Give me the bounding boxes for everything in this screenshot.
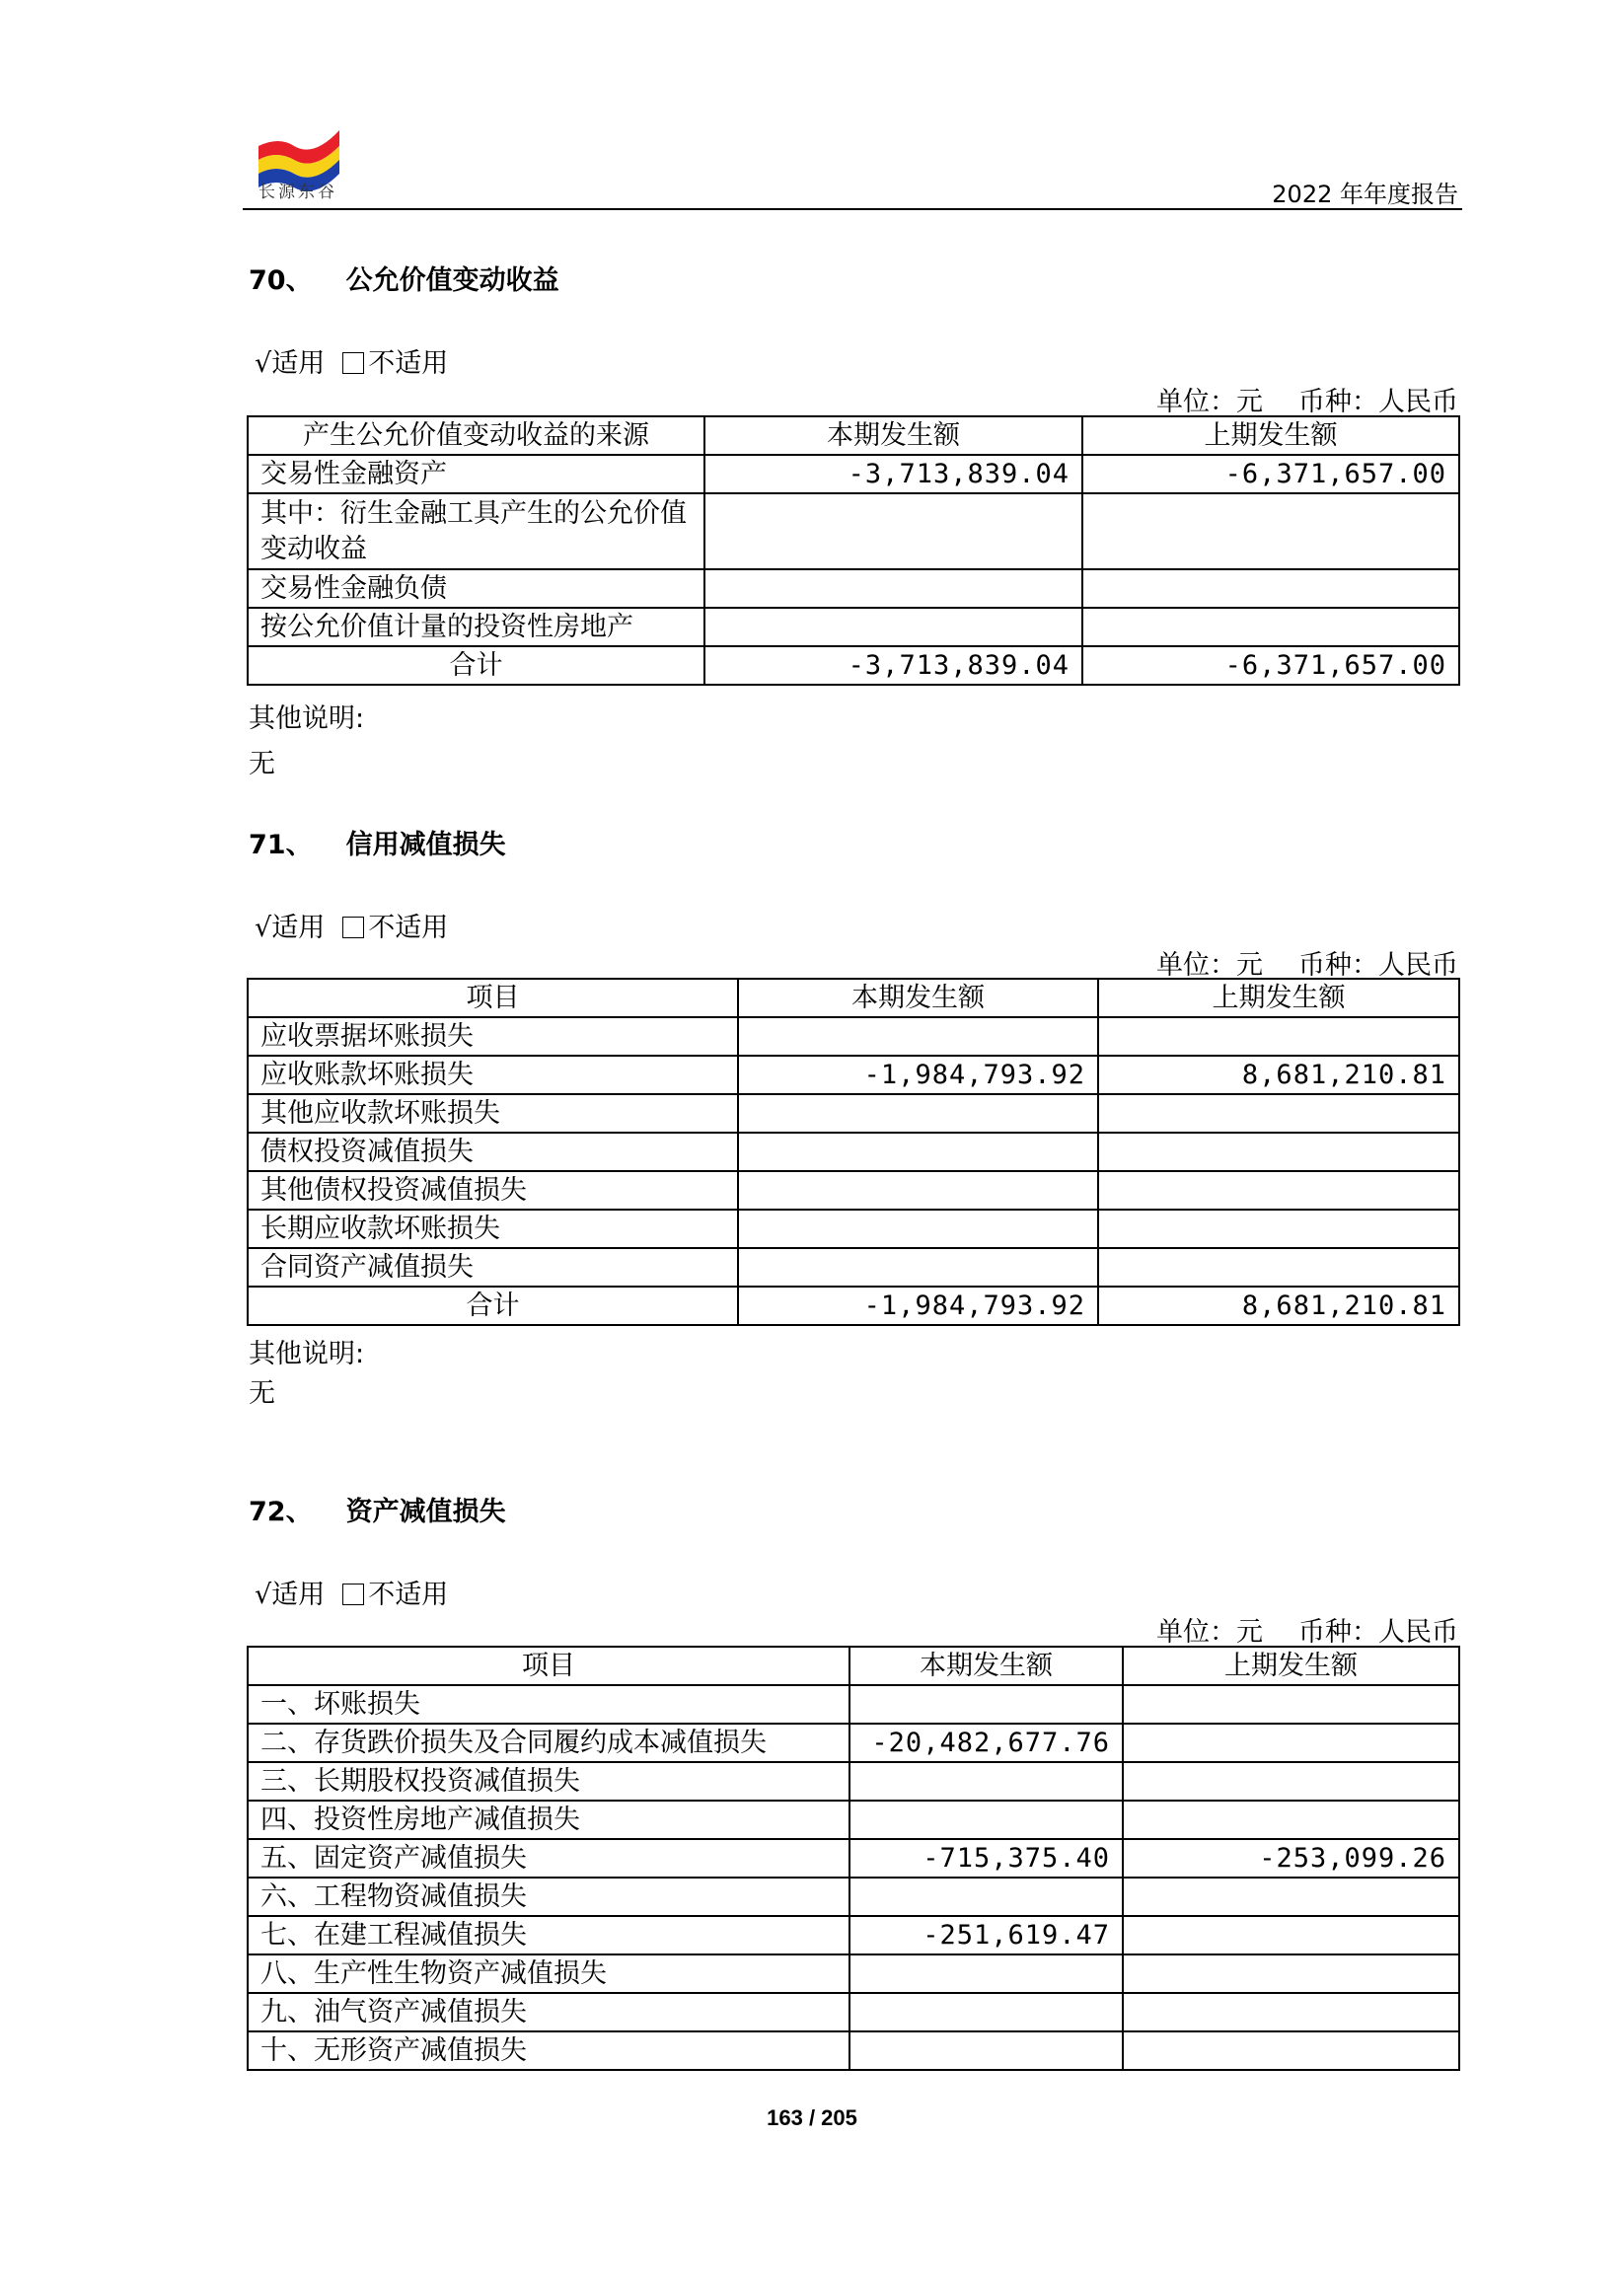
row-label: 五、固定资产减值损失 [248,1839,849,1878]
row-label: 债权投资减值损失 [248,1133,738,1171]
prior-period-value: 8,681,210.81 [1098,1056,1459,1094]
current-period-value [738,1171,1098,1210]
total-row [248,1287,1459,1325]
current-period-value: -20,482,677.76 [849,1724,1123,1762]
credit-impairment-table [247,978,1460,1326]
other-notes-value: 无 [249,1378,275,1409]
table-row [248,1916,1459,1954]
prior-period-value [1123,1916,1459,1954]
row-label: 合同资产减值损失 [248,1248,738,1287]
prior-period-value [1123,1954,1459,1993]
asset-impairment-table [247,1646,1460,2071]
table-row [248,1878,1459,1916]
current-period-value [849,1685,1123,1724]
applicable-label: √适用 [255,1580,326,1610]
row-label: 四、投资性房地产减值损失 [248,1801,849,1839]
header-divider [243,208,1462,210]
prior-period-value [1123,1724,1459,1762]
current-period-value [704,608,1082,646]
column-header: 上期发生额 [1082,416,1459,455]
current-period-value [738,1133,1098,1171]
current-period-value: -1,984,793.92 [738,1056,1098,1094]
applicability-indicator [255,906,448,944]
prior-period-value [1123,1801,1459,1839]
prior-period-value: 8,681,210.81 [1098,1287,1459,1325]
not-applicable-label: 不适用 [368,1580,449,1610]
prior-period-value [1082,608,1459,646]
column-header: 本期发生额 [849,1647,1123,1685]
other-notes-value: 无 [249,749,275,779]
not-applicable-label: 不适用 [368,913,449,943]
prior-period-value [1098,1017,1459,1056]
row-label: 其中：衍生金融工具产生的公允价值变动收益 [248,493,704,569]
section-number: 72、 [249,1497,313,1527]
section-title: 信用减值损失 [345,830,506,860]
row-label: 九、油气资产减值损失 [248,1993,849,2031]
prior-period-value [1123,2031,1459,2070]
currency-label: 币种：人民币 [1298,1617,1458,1648]
prior-period-value [1123,1878,1459,1916]
row-label: 长期应收款坏账损失 [248,1210,738,1248]
table-header-row [248,979,1459,1017]
prior-period-value [1123,1762,1459,1801]
other-notes-label: 其他说明: [249,1339,365,1369]
prior-period-value [1082,569,1459,608]
row-label: 交易性金融资产 [248,455,704,493]
current-period-value [704,493,1082,569]
current-period-value [738,1017,1098,1056]
prior-period-value: -253,099.26 [1123,1839,1459,1878]
row-label: 六、工程物资减值损失 [248,1878,849,1916]
prior-period-value: -6,371,657.00 [1082,455,1459,493]
section-number: 70、 [249,265,313,296]
table-row [248,1210,1459,1248]
row-label: 合计 [248,1287,738,1325]
column-header: 产生公允价值变动收益的来源 [248,416,704,455]
prior-period-value [1082,493,1459,569]
current-period-value [849,2031,1123,2070]
unit-currency-line [1156,1610,1458,1649]
currency-label: 币种：人民币 [1298,387,1458,417]
table-row [248,455,1459,493]
prior-period-value [1098,1248,1459,1287]
row-label: 二、存货跌价损失及合同履约成本减值损失 [248,1724,849,1762]
current-period-value: -251,619.47 [849,1916,1123,1954]
table-row [248,1056,1459,1094]
row-label: 交易性金融负债 [248,569,704,608]
table-row [248,1839,1459,1878]
table-row [248,1017,1459,1056]
unit-label: 单位：元 [1156,387,1263,417]
checkbox-icon [342,1584,364,1605]
section-70-heading [249,258,559,297]
table-row [248,1762,1459,1801]
current-period-value [738,1210,1098,1248]
column-header: 项目 [248,1647,849,1685]
section-number: 71、 [249,830,313,860]
total-row [248,646,1459,685]
section-72-heading [249,1490,506,1528]
table-row [248,1248,1459,1287]
unit-label: 单位：元 [1156,950,1263,981]
column-header: 上期发生额 [1123,1647,1459,1685]
prior-period-value [1123,1685,1459,1724]
table-row [248,1993,1459,2031]
current-period-value: -1,984,793.92 [738,1287,1098,1325]
other-notes-label: 其他说明: [249,703,365,734]
unit-label: 单位：元 [1156,1617,1263,1648]
row-label: 其他债权投资减值损失 [248,1171,738,1210]
checkbox-icon [342,917,364,938]
table-row [248,1954,1459,1993]
column-header: 上期发生额 [1098,979,1459,1017]
checkbox-icon [342,352,364,374]
section-71-heading [249,823,506,861]
page-number: 163 / 205 [767,2105,857,2130]
current-period-value: -3,713,839.04 [704,646,1082,685]
table-row [248,493,1459,569]
current-period-value [849,1878,1123,1916]
applicable-label: √适用 [255,348,326,379]
prior-period-value [1098,1094,1459,1133]
column-header: 本期发生额 [704,416,1082,455]
current-period-value [849,1954,1123,1993]
table-header-row [248,416,1459,455]
row-label: 应收票据坏账损失 [248,1017,738,1056]
table-row [248,608,1459,646]
column-header: 项目 [248,979,738,1017]
table-row [248,2031,1459,2070]
applicability-indicator [255,341,448,380]
current-period-value [738,1248,1098,1287]
prior-period-value [1123,1993,1459,2031]
row-label: 应收账款坏账损失 [248,1056,738,1094]
prior-period-value: -6,371,657.00 [1082,646,1459,685]
table-header-row [248,1647,1459,1685]
table-row [248,1801,1459,1839]
row-label: 合计 [248,646,704,685]
current-period-value: -3,713,839.04 [704,455,1082,493]
row-label: 一、坏账损失 [248,1685,849,1724]
section-title: 资产减值损失 [345,1497,506,1527]
unit-currency-line [1156,380,1458,418]
applicable-label: √适用 [255,913,326,943]
current-period-value [849,1993,1123,2031]
row-label: 十、无形资产减值损失 [248,2031,849,2070]
table-row [248,569,1459,608]
section-title: 公允价值变动收益 [345,265,559,296]
table-row [248,1724,1459,1762]
unit-currency-line [1156,943,1458,982]
row-label: 七、在建工程减值损失 [248,1916,849,1954]
prior-period-value [1098,1171,1459,1210]
not-applicable-label: 不适用 [368,348,449,379]
prior-period-value [1098,1210,1459,1248]
prior-period-value [1098,1133,1459,1171]
current-period-value [849,1762,1123,1801]
table-row [248,1685,1459,1724]
current-period-value [738,1094,1098,1133]
column-header: 本期发生额 [738,979,1098,1017]
logo-text: 长源东谷 [258,183,337,202]
current-period-value: -715,375.40 [849,1839,1123,1878]
table-row [248,1171,1459,1210]
applicability-indicator [255,1573,448,1611]
current-period-value [704,569,1082,608]
currency-label: 币种：人民币 [1298,950,1458,981]
report-title: 2022 年年度报告 [1272,181,1458,208]
row-label: 其他应收款坏账损失 [248,1094,738,1133]
fair-value-gain-table [247,415,1460,686]
row-label: 八、生产性生物资产减值损失 [248,1954,849,1993]
current-period-value [849,1801,1123,1839]
table-row [248,1094,1459,1133]
row-label: 按公允价值计量的投资性房地产 [248,608,704,646]
row-label: 三、长期股权投资减值损失 [248,1762,849,1801]
table-row [248,1133,1459,1171]
